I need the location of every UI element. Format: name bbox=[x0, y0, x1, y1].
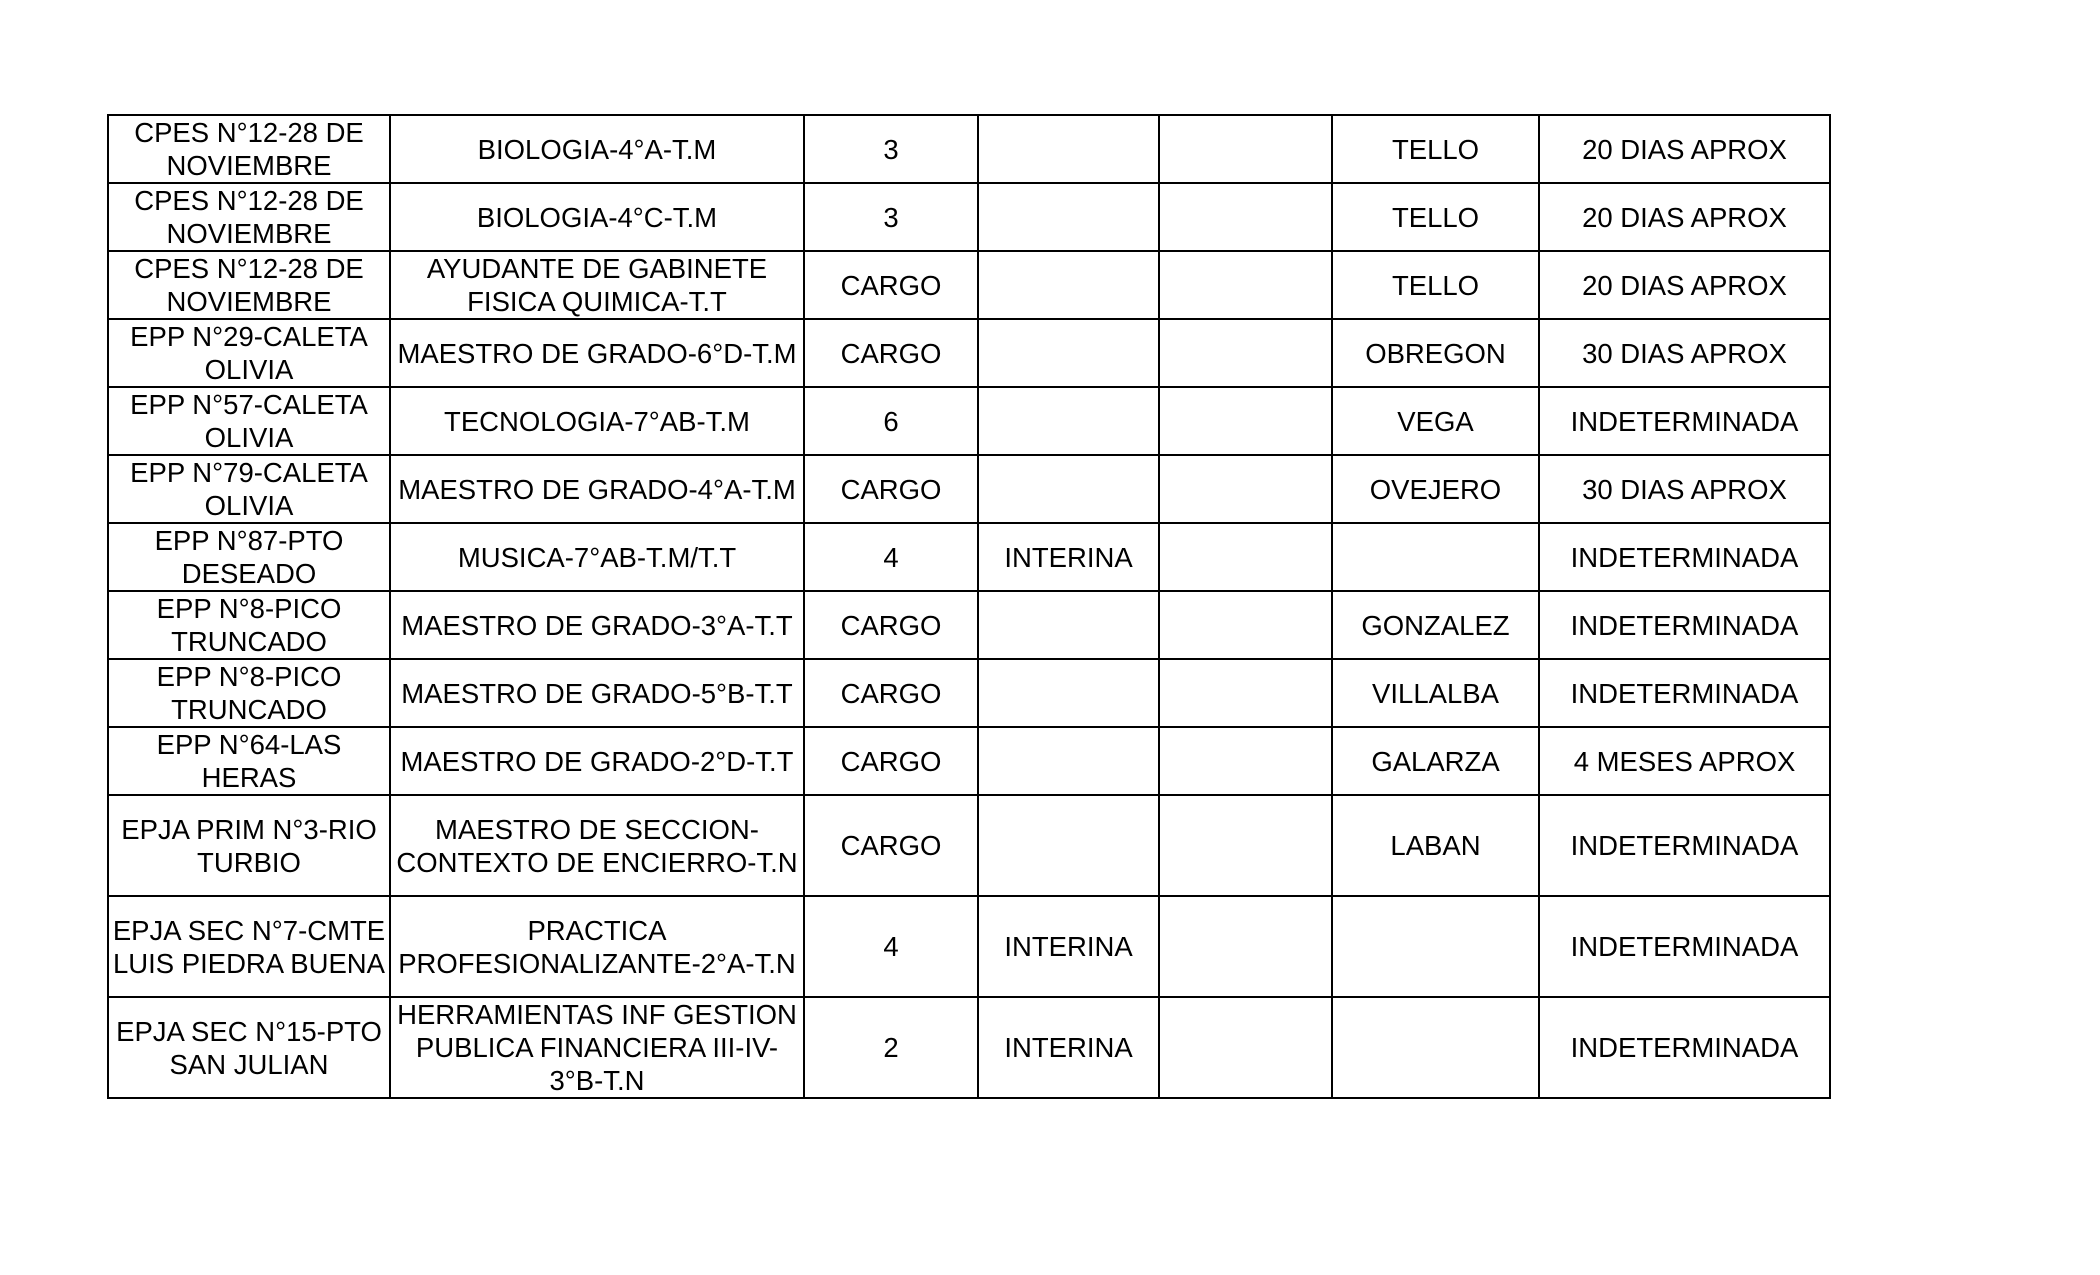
hours-cell: CARGO bbox=[804, 319, 978, 387]
empty-cell bbox=[1159, 115, 1332, 183]
teacher-cell: VEGA bbox=[1332, 387, 1539, 455]
teacher-cell bbox=[1332, 523, 1539, 591]
duration-cell: INDETERMINADA bbox=[1539, 659, 1830, 727]
status-cell bbox=[978, 795, 1159, 896]
table-row bbox=[108, 455, 1830, 523]
duration-cell: 4 MESES APROX bbox=[1539, 727, 1830, 795]
table-row bbox=[108, 183, 1830, 251]
empty-cell bbox=[1159, 659, 1332, 727]
subject-cell: BIOLOGIA-4°C-T.M bbox=[390, 183, 804, 251]
subject-cell: BIOLOGIA-4°A-T.M bbox=[390, 115, 804, 183]
school-cell: EPP N°29-CALETA OLIVIA bbox=[108, 319, 390, 387]
duration-cell: INDETERMINADA bbox=[1539, 997, 1830, 1098]
subject-cell: AYUDANTE DE GABINETE FISICA QUIMICA-T.T bbox=[390, 251, 804, 319]
table-row bbox=[108, 115, 1830, 183]
status-cell: INTERINA bbox=[978, 896, 1159, 997]
subject-cell: TECNOLOGIA-7°AB-T.M bbox=[390, 387, 804, 455]
status-cell bbox=[978, 455, 1159, 523]
hours-cell: 6 bbox=[804, 387, 978, 455]
empty-cell bbox=[1159, 251, 1332, 319]
teacher-cell: LABAN bbox=[1332, 795, 1539, 896]
hours-cell: 3 bbox=[804, 115, 978, 183]
table-row bbox=[108, 387, 1830, 455]
hours-cell: 3 bbox=[804, 183, 978, 251]
teacher-cell: GONZALEZ bbox=[1332, 591, 1539, 659]
status-cell bbox=[978, 251, 1159, 319]
empty-cell bbox=[1159, 795, 1332, 896]
duration-cell: 20 DIAS APROX bbox=[1539, 115, 1830, 183]
hours-cell: CARGO bbox=[804, 591, 978, 659]
table-row bbox=[108, 727, 1830, 795]
school-cell: EPP N°8-PICO TRUNCADO bbox=[108, 591, 390, 659]
subject-cell: MAESTRO DE GRADO-4°A-T.M bbox=[390, 455, 804, 523]
school-cell: EPP N°79-CALETA OLIVIA bbox=[108, 455, 390, 523]
status-cell: INTERINA bbox=[978, 523, 1159, 591]
status-cell bbox=[978, 387, 1159, 455]
teacher-cell: TELLO bbox=[1332, 183, 1539, 251]
table-row bbox=[108, 523, 1830, 591]
subject-cell: MAESTRO DE GRADO-2°D-T.T bbox=[390, 727, 804, 795]
teacher-cell bbox=[1332, 896, 1539, 997]
empty-cell bbox=[1159, 896, 1332, 997]
teacher-cell: OVEJERO bbox=[1332, 455, 1539, 523]
hours-cell: CARGO bbox=[804, 727, 978, 795]
status-cell bbox=[978, 727, 1159, 795]
empty-cell bbox=[1159, 319, 1332, 387]
duration-cell: INDETERMINADA bbox=[1539, 896, 1830, 997]
hours-cell: CARGO bbox=[804, 455, 978, 523]
school-cell: EPP N°64-LAS HERAS bbox=[108, 727, 390, 795]
hours-cell: CARGO bbox=[804, 251, 978, 319]
school-cell: EPJA PRIM N°3-RIO TURBIO bbox=[108, 795, 390, 896]
status-cell bbox=[978, 659, 1159, 727]
teacher-cell: VILLALBA bbox=[1332, 659, 1539, 727]
duration-cell: 30 DIAS APROX bbox=[1539, 319, 1830, 387]
hours-cell: 4 bbox=[804, 523, 978, 591]
duration-cell: INDETERMINADA bbox=[1539, 795, 1830, 896]
school-cell: CPES N°12-28 DE NOVIEMBRE bbox=[108, 183, 390, 251]
subject-cell: PRACTICA PROFESIONALIZANTE-2°A-T.N bbox=[390, 896, 804, 997]
status-cell bbox=[978, 319, 1159, 387]
school-cell: CPES N°12-28 DE NOVIEMBRE bbox=[108, 251, 390, 319]
duration-cell: 20 DIAS APROX bbox=[1539, 183, 1830, 251]
subject-cell: MAESTRO DE GRADO-6°D-T.M bbox=[390, 319, 804, 387]
table-row bbox=[108, 896, 1830, 997]
school-cell: EPJA SEC N°7-CMTE LUIS PIEDRA BUENA bbox=[108, 896, 390, 997]
duration-cell: 20 DIAS APROX bbox=[1539, 251, 1830, 319]
empty-cell bbox=[1159, 183, 1332, 251]
subject-cell: MUSICA-7°AB-T.M/T.T bbox=[390, 523, 804, 591]
table-row bbox=[108, 997, 1830, 1098]
teacher-cell bbox=[1332, 997, 1539, 1098]
school-cell: EPP N°87-PTO DESEADO bbox=[108, 523, 390, 591]
school-cell: CPES N°12-28 DE NOVIEMBRE bbox=[108, 115, 390, 183]
subject-cell: MAESTRO DE GRADO-3°A-T.T bbox=[390, 591, 804, 659]
status-cell bbox=[978, 115, 1159, 183]
duration-cell: INDETERMINADA bbox=[1539, 591, 1830, 659]
empty-cell bbox=[1159, 727, 1332, 795]
duration-cell: 30 DIAS APROX bbox=[1539, 455, 1830, 523]
subject-cell: MAESTRO DE GRADO-5°B-T.T bbox=[390, 659, 804, 727]
duration-cell: INDETERMINADA bbox=[1539, 387, 1830, 455]
school-cell: EPP N°57-CALETA OLIVIA bbox=[108, 387, 390, 455]
status-cell bbox=[978, 591, 1159, 659]
school-cell: EPP N°8-PICO TRUNCADO bbox=[108, 659, 390, 727]
table-row bbox=[108, 795, 1830, 896]
hours-cell: 2 bbox=[804, 997, 978, 1098]
status-cell bbox=[978, 183, 1159, 251]
empty-cell bbox=[1159, 387, 1332, 455]
teacher-cell: GALARZA bbox=[1332, 727, 1539, 795]
table-row bbox=[108, 591, 1830, 659]
empty-cell bbox=[1159, 523, 1332, 591]
vacancies-table bbox=[107, 114, 1831, 1099]
teacher-cell: OBREGON bbox=[1332, 319, 1539, 387]
empty-cell bbox=[1159, 455, 1332, 523]
hours-cell: CARGO bbox=[804, 659, 978, 727]
teacher-cell: TELLO bbox=[1332, 115, 1539, 183]
teacher-cell: TELLO bbox=[1332, 251, 1539, 319]
hours-cell: CARGO bbox=[804, 795, 978, 896]
table-row bbox=[108, 251, 1830, 319]
table-row bbox=[108, 659, 1830, 727]
table-row bbox=[108, 319, 1830, 387]
subject-cell: MAESTRO DE SECCION-CONTEXTO DE ENCIERRO-T.N bbox=[390, 795, 804, 896]
subject-cell: HERRAMIENTAS INF GESTION PUBLICA FINANCIERA III-IV-3°B-T.N bbox=[390, 997, 804, 1098]
empty-cell bbox=[1159, 591, 1332, 659]
hours-cell: 4 bbox=[804, 896, 978, 997]
empty-cell bbox=[1159, 997, 1332, 1098]
status-cell: INTERINA bbox=[978, 997, 1159, 1098]
school-cell: EPJA SEC N°15-PTO SAN JULIAN bbox=[108, 997, 390, 1098]
duration-cell: INDETERMINADA bbox=[1539, 523, 1830, 591]
